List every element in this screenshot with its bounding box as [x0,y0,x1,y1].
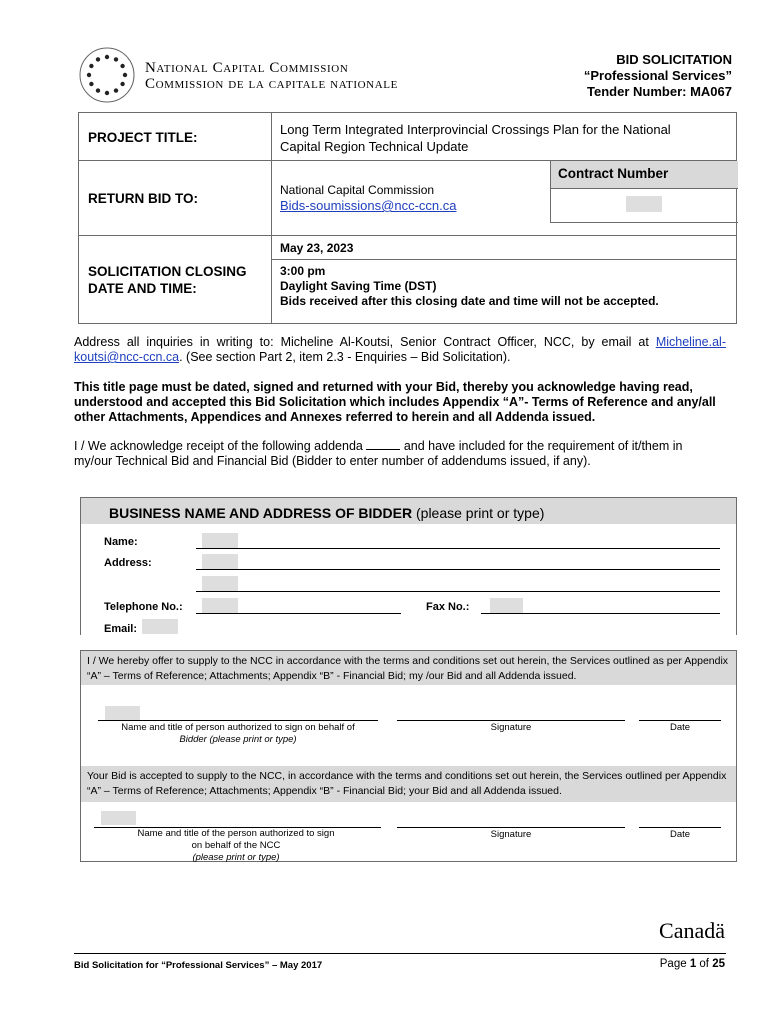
logo-star [96,88,100,92]
telephone-field[interactable] [202,598,238,613]
org-name-en: National Capital Commission [145,60,349,76]
footer-rule [74,953,726,954]
offer-text: I / We hereby offer to supply to the NCC in accordance with the terms and conditions set out herein, the Services outlined as per Appendix “A” – Terms of Reference; Attachments; Appendix “B” - Financial Bid; my /our Bid and all Addenda issued. [87,655,729,682]
tender-number: Tender Number: MA067 [587,84,732,99]
title-page-notice: This title page must be dated, signed and returned with your Bid, thereby you acknowledge having read, understood and accepted this Bid Solicitation which includes Appendix “A”- Terms of Reference and any/all other Attachments, Appendices and Annexes referred to herein and all Addenda issued. [74,380,716,424]
offer-date-caption: Date [669,722,691,733]
return-email-link[interactable]: Bids-soumissions@ncc-ccn.ca [280,198,457,213]
acceptance-signature-line[interactable] [397,827,625,828]
address-field-1[interactable] [202,554,238,569]
logo-star [120,82,124,86]
offer-name-caption: Name and title of person authorized to sign on behalf of Bidder (please print or type) [121,722,355,745]
footer-page: Page 1 of 25 [659,958,725,970]
addenda-count-field[interactable] [366,439,400,450]
offer-acceptance-box [80,650,737,862]
solicitation-info-table [78,112,737,324]
closing-time: 3:00 pm Daylight Saving Time (DST) Bids received after this closing date and time will not be accepted. [280,264,659,308]
logo-star [96,57,100,61]
acceptance-date-line[interactable] [639,827,721,828]
org-name-fr: Commission de la capitale nationale [145,76,398,92]
bidder-info-box [80,497,737,635]
telephone-label: Telephone No.: [104,601,183,613]
service-type: “Professional Services” [583,68,732,83]
inquiries-email-link[interactable]: Micheline.al-koutsi@ncc-ccn.ca [74,335,726,364]
logo-star [105,55,109,59]
email-label: Email: [104,623,138,635]
email-field[interactable] [142,619,178,634]
closing-label: SOLICITATION CLOSING DATE AND TIME: [88,264,247,296]
acceptance-signature-caption: Signature [490,829,532,840]
offer-signature-caption: Signature [490,722,532,733]
footer-left: Bid Solicitation for “Professional Services” – May 2017 [74,960,323,971]
acceptance-name-caption: Name and title of the person authorized to sign on behalf of the NCC (please print or type) [137,828,335,863]
inquiries-text: Address all inquiries in writing to: Micheline Al-Koutsi, Senior Contract Officer, NCC, by email at Micheline.al-koutsi@ncc-ccn.ca. (See section Part 2, item 2.3 - Enquiries – Bid Solicitation). [74,335,726,364]
contract-number-field[interactable] [550,188,738,223]
name-label: Name: [104,536,138,548]
ncc-logo [78,46,136,104]
acceptance-name-field[interactable] [101,811,136,825]
logo-star [87,73,91,77]
logo-star [89,82,93,86]
logo-star [89,64,93,68]
logo-star [123,73,127,77]
doc-type: BID SOLICITATION [616,52,732,67]
return-org: National Capital Commission [280,183,435,197]
offer-signature-line[interactable] [397,720,625,721]
closing-date: May 23, 2023 [280,241,354,255]
fax-field[interactable] [490,598,523,613]
acceptance-date-caption: Date [669,829,691,840]
address-label: Address: [104,557,152,569]
project-title-value: Long Term Integrated Interprovincial Crossings Plan for the National Capital Region Technical Update [280,122,671,154]
logo-star [105,91,109,95]
return-bid-label: RETURN BID TO: [88,191,198,206]
offer-name-field[interactable] [105,706,140,720]
canada-wordmark: Canadä [659,918,725,943]
acceptance-text: Your Bid is accepted to supply to the NCC, in accordance with the terms and conditions set out herein, the Services outlined per Appendix “A” – Terms of Reference; Attachments; Appendix “B” - Financial Bid; your Bid and all Addenda issued. [87,770,727,797]
fax-label: Fax No.: [426,601,470,613]
address-field-2[interactable] [202,576,238,591]
project-title-label: PROJECT TITLE: [88,130,198,145]
bidder-title: BUSINESS NAME AND ADDRESS OF BIDDER (please print or type) [109,505,545,521]
logo-star [114,57,118,61]
name-field[interactable] [202,533,238,548]
solicitation-header [584,52,732,100]
contract-number-header: Contract Number [550,161,738,189]
logo-star [114,88,118,92]
offer-date-line[interactable] [639,720,721,721]
addenda-text: I / We acknowledge receipt of the following addenda and have included for the requirement of it/them in my/our Technical Bid and Financial Bid (Bidder to enter number of addendums issued, if any). [74,439,683,468]
logo-star [120,64,124,68]
organization-name [145,60,398,92]
